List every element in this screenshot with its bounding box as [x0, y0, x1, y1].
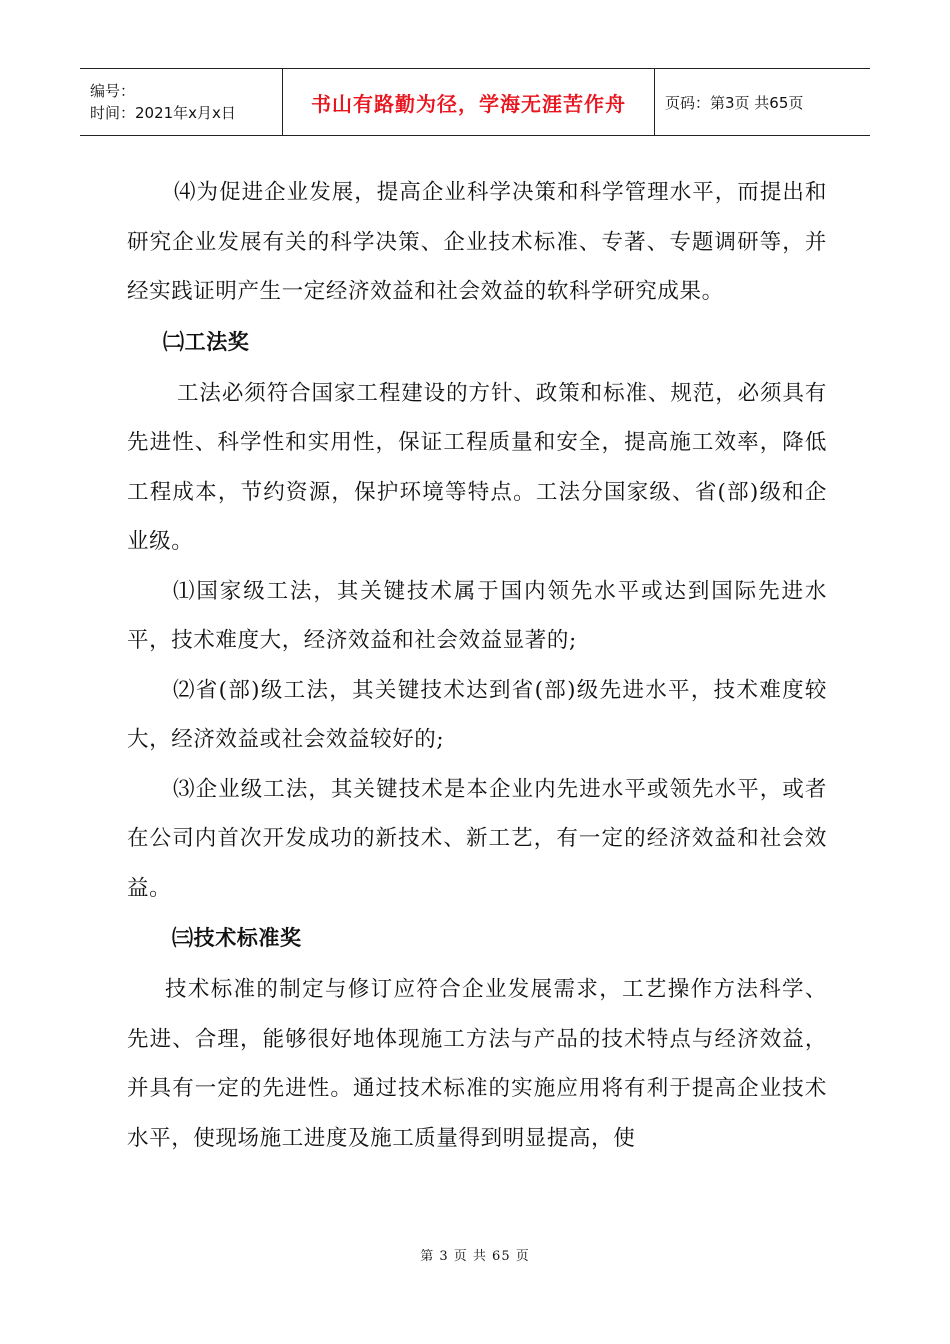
paragraph-sub-1: ⑴国家级工法，其关键技术属于国内领先水平或达到国际先进水平，技术难度大，经济效益和社会效益显著的;: [127, 578, 827, 653]
document-date: 时间：2021年x月x日: [90, 104, 236, 122]
header-page-cell: [655, 69, 870, 135]
header-page-info: 页码：第3页 共65页: [665, 93, 804, 112]
document-number-label: 编号：: [90, 82, 136, 100]
paragraph-item-4: ⑷为促进企业发展，提高企业科学决策和科学管理水平，而提出和研究企业发展有关的科学决策、企业技术标准、专著、专题调研等，并经实践证明产生一定经济效益和社会效益的软科学研究成果。: [127, 180, 827, 304]
paragraph-method-intro: 工法必须符合国家工程建设的方针、政策和标准、规范，必须具有先进性、科学性和实用性，保证工程质量和安全，提高施工效率，降低工程成本，节约资源，保护环境等特点。工法分国家级、省(部)级和企业级。: [127, 380, 827, 554]
paragraph-standard-intro: 技术标准的制定与修订应符合企业发展需求，工艺操作方法科学、先进、合理，能够很好地体现施工方法与产品的技术特点与经济效益，并具有一定的先进性。通过技术标准的实施应用将有利于提高企业技术水平，使现场施工进度及施工质量得到明显提高，使: [127, 977, 827, 1151]
header-meta: [80, 69, 282, 135]
document-body: [127, 168, 827, 1163]
paragraph-sub-2: ⑵省(部)级工法，其关键技术达到省(部)级先进水平，技术难度较大，经济效益或社会效益较好的;: [127, 677, 827, 752]
section-heading-method-award: ㈡工法奖: [163, 329, 250, 354]
section-heading-standard-award: ㈢技术标准奖: [172, 926, 302, 950]
header-motto-cell: [282, 69, 655, 135]
header-motto: 书山有路勤为径，学海无涯苦作舟: [311, 91, 626, 116]
page-footer: 第 3 页 共 65 页: [420, 1249, 530, 1264]
paragraph-sub-3: ⑶企业级工法，其关键技术是本企业内先进水平或领先水平，或者在公司内首次开发成功的新技术、新工艺，有一定的经济效益和社会效益。: [127, 776, 827, 901]
document-header: [80, 68, 870, 136]
